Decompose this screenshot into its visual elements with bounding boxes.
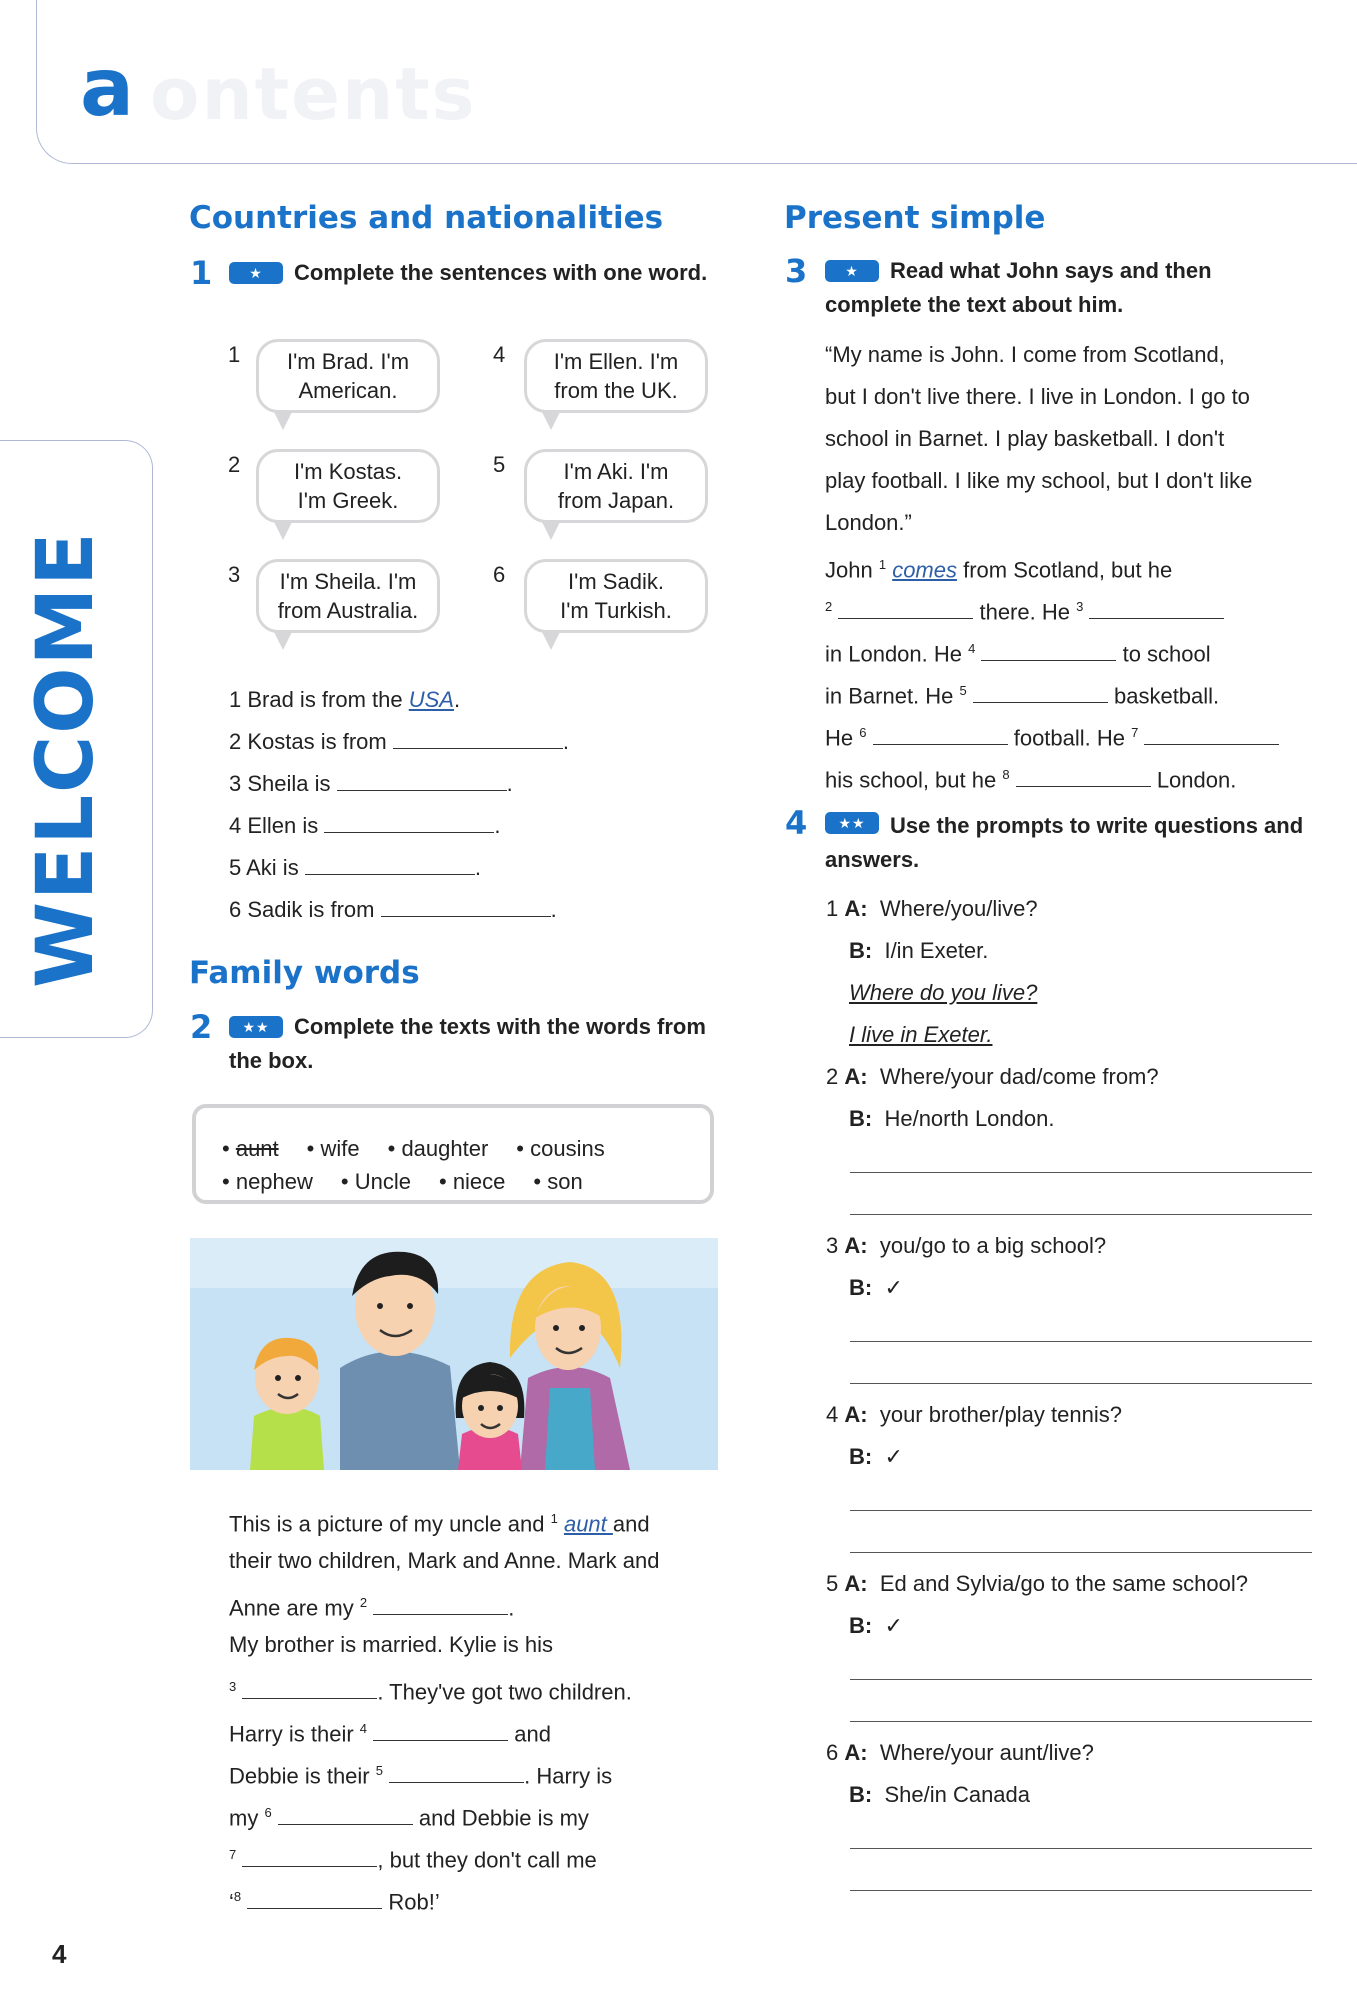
exercise-2-instruction: Complete the texts with the words from the box. — [229, 1014, 706, 1073]
sentence-1: 1 Brad is from the USA. — [229, 687, 461, 712]
answer-blank[interactable] — [373, 1720, 508, 1741]
example-answer: Where do you live? — [849, 980, 1038, 1005]
example-answer: I live in Exeter. — [849, 1022, 993, 1047]
exercise-number-2: 2 — [190, 1008, 213, 1046]
quote-line: “My name is John. I come from Scotland, — [825, 342, 1225, 367]
side-tab-label: WELCOME — [21, 530, 111, 988]
difficulty-star-icon: ★ — [825, 260, 879, 282]
family-text-line: Debbie is their $^5$ . Harry is — [229, 1763, 613, 1789]
page-number: 4 — [52, 1939, 67, 1969]
write-line[interactable] — [850, 1679, 1312, 1680]
word-box — [192, 1104, 714, 1204]
john-text-line: in Barnet. He $^5$ basketball. — [825, 683, 1220, 709]
answer-prompt-line: B: ✓ — [849, 1275, 903, 1300]
write-line[interactable] — [850, 1341, 1312, 1342]
write-line[interactable] — [850, 1510, 1312, 1511]
family-text-line: My brother is married. Kylie is his — [229, 1632, 553, 1657]
speech-bubble: I'm Brad. I'm American. — [256, 339, 440, 413]
family-text-line: their two children, Mark and Anne. Mark and — [229, 1548, 660, 1573]
family-text-line: Anne are my $^2$ . — [229, 1595, 515, 1621]
speech-bubble: I'm Sheila. I'm from Australia. — [256, 559, 440, 633]
section-title-countries: Countries and nationalities — [189, 200, 664, 236]
difficulty-star-icon: ★★ — [229, 1016, 283, 1038]
write-line[interactable] — [850, 1214, 1312, 1215]
answer-blank[interactable] — [838, 598, 973, 619]
answer-blank[interactable] — [242, 1846, 377, 1867]
write-line[interactable] — [850, 1848, 1312, 1849]
speech-bubble: I'm Aki. I'm from Japan. — [524, 449, 708, 523]
family-text-line: my $^6$ and Debbie is my — [229, 1805, 589, 1831]
family-text-line: This is a picture of my uncle and $^1$ aunt and — [229, 1511, 650, 1537]
family-text-line: Harry is their $^4$ and — [229, 1721, 551, 1747]
difficulty-star-icon: ★ — [229, 262, 283, 284]
exercise-number-4: 4 — [785, 804, 808, 842]
answer-prompt-line: B: He/north London. — [849, 1106, 1055, 1131]
answer-blank[interactable] — [981, 640, 1116, 661]
answer-blank[interactable] — [1089, 598, 1224, 619]
john-text-line: $^2$ there. He $^3$ — [825, 593, 1224, 626]
quote-line: play football. I like my school, but I don't like — [825, 468, 1253, 493]
answer-blank[interactable] — [973, 682, 1108, 703]
exercise-1-instruction: Complete the sentences with one word. — [294, 260, 708, 285]
speech-bubble: I'm Ellen. I'm from the UK. — [524, 339, 708, 413]
sentence-6: 6 Sadik is from . — [229, 897, 557, 922]
answer-blank[interactable] — [337, 770, 507, 791]
answer-blank[interactable] — [278, 1804, 413, 1825]
speech-bubble: I'm Kostas. I'm Greek. — [256, 449, 440, 523]
quote-line: London.” — [825, 510, 912, 535]
word-box-row: • nephew • Uncle • niece • son — [222, 1169, 583, 1194]
answer-blank[interactable] — [873, 724, 1008, 745]
family-text-line: $^7$ , but they don't call me — [229, 1847, 597, 1873]
question-line: 6 A: Where/your aunt/live? — [826, 1740, 1094, 1765]
family-text-line: $^3$ . They've got two children. — [229, 1679, 632, 1705]
word-box-row: • aunt • wife • daughter • cousins — [222, 1136, 605, 1161]
unit-letter: a — [80, 41, 134, 134]
write-line[interactable] — [850, 1890, 1312, 1891]
answer-blank[interactable] — [389, 1762, 524, 1783]
family-illustration — [190, 1238, 718, 1470]
john-text-line: in London. He $^4$ to school — [825, 641, 1211, 667]
john-text-line: his school, but he $^8$ London. — [825, 767, 1237, 793]
difficulty-star-icon: ★★ — [825, 812, 879, 834]
john-text-line: John $^1$ comes from Scotland, but he — [825, 557, 1173, 583]
write-line[interactable] — [850, 1172, 1312, 1173]
answer-blank[interactable] — [305, 854, 475, 875]
bubble-number: 5 — [493, 452, 506, 477]
section-title-family: Family words — [189, 955, 420, 991]
question-line: 4 A: your brother/play tennis? — [826, 1402, 1122, 1427]
header-ghost-text: ontents — [150, 52, 477, 136]
bubble-number: 6 — [493, 562, 506, 587]
section-title-present-simple: Present simple — [784, 200, 1046, 236]
write-line[interactable] — [850, 1721, 1312, 1722]
exercise-number-1: 1 — [190, 254, 213, 292]
question-line: 5 A: Ed and Sylvia/go to the same school? — [826, 1571, 1248, 1596]
question-line: 1 A: Where/you/live? — [826, 896, 1038, 921]
answer-blank[interactable] — [1144, 724, 1279, 745]
quote-line: school in Barnet. I play basketball. I don't — [825, 426, 1225, 451]
sentence-3: 3 Sheila is . — [229, 771, 513, 796]
answer-blank[interactable] — [393, 728, 563, 749]
answer-prompt-line: B: ✓ — [849, 1444, 903, 1469]
speech-bubble: I'm Sadik. I'm Turkish. — [524, 559, 708, 633]
bubble-number: 4 — [493, 342, 506, 367]
answer-prompt-line: B: I/in Exeter. — [849, 938, 989, 963]
sentence-4: 4 Ellen is . — [229, 813, 501, 838]
answer-blank[interactable] — [324, 812, 494, 833]
bubble-number: 2 — [228, 452, 241, 477]
write-line[interactable] — [850, 1383, 1312, 1384]
exercise-number-3: 3 — [785, 252, 808, 290]
bubble-number: 3 — [228, 562, 241, 587]
answer-blank[interactable] — [381, 896, 551, 917]
sentence-5: 5 Aki is . — [229, 855, 481, 880]
quote-line: but I don't live there. I live in London. I go to — [825, 384, 1250, 409]
write-line[interactable] — [850, 1552, 1312, 1553]
john-text-line: He $^6$ football. He $^7$ — [825, 719, 1279, 752]
exercise-3-instruction: Read what John says and then complete the text about him. — [825, 258, 1212, 317]
question-line: 2 A: Where/your dad/come from? — [826, 1064, 1159, 1089]
question-line: 3 A: you/go to a big school? — [826, 1233, 1107, 1258]
family-text-line: ‘$^8$ Rob!’ — [229, 1889, 440, 1915]
bubble-number: 1 — [228, 342, 241, 367]
exercise-4-instruction: Use the prompts to write questions and answers. — [825, 813, 1304, 872]
sentence-2: 2 Kostas is from . — [229, 729, 569, 754]
answer-prompt-line: B: ✓ — [849, 1613, 903, 1638]
answer-blank[interactable] — [1016, 766, 1151, 787]
answer-prompt-line: B: She/in Canada — [849, 1782, 1031, 1807]
answer-blank[interactable] — [247, 1888, 382, 1909]
answer-blank[interactable] — [242, 1678, 377, 1699]
answer-blank[interactable] — [373, 1594, 508, 1615]
